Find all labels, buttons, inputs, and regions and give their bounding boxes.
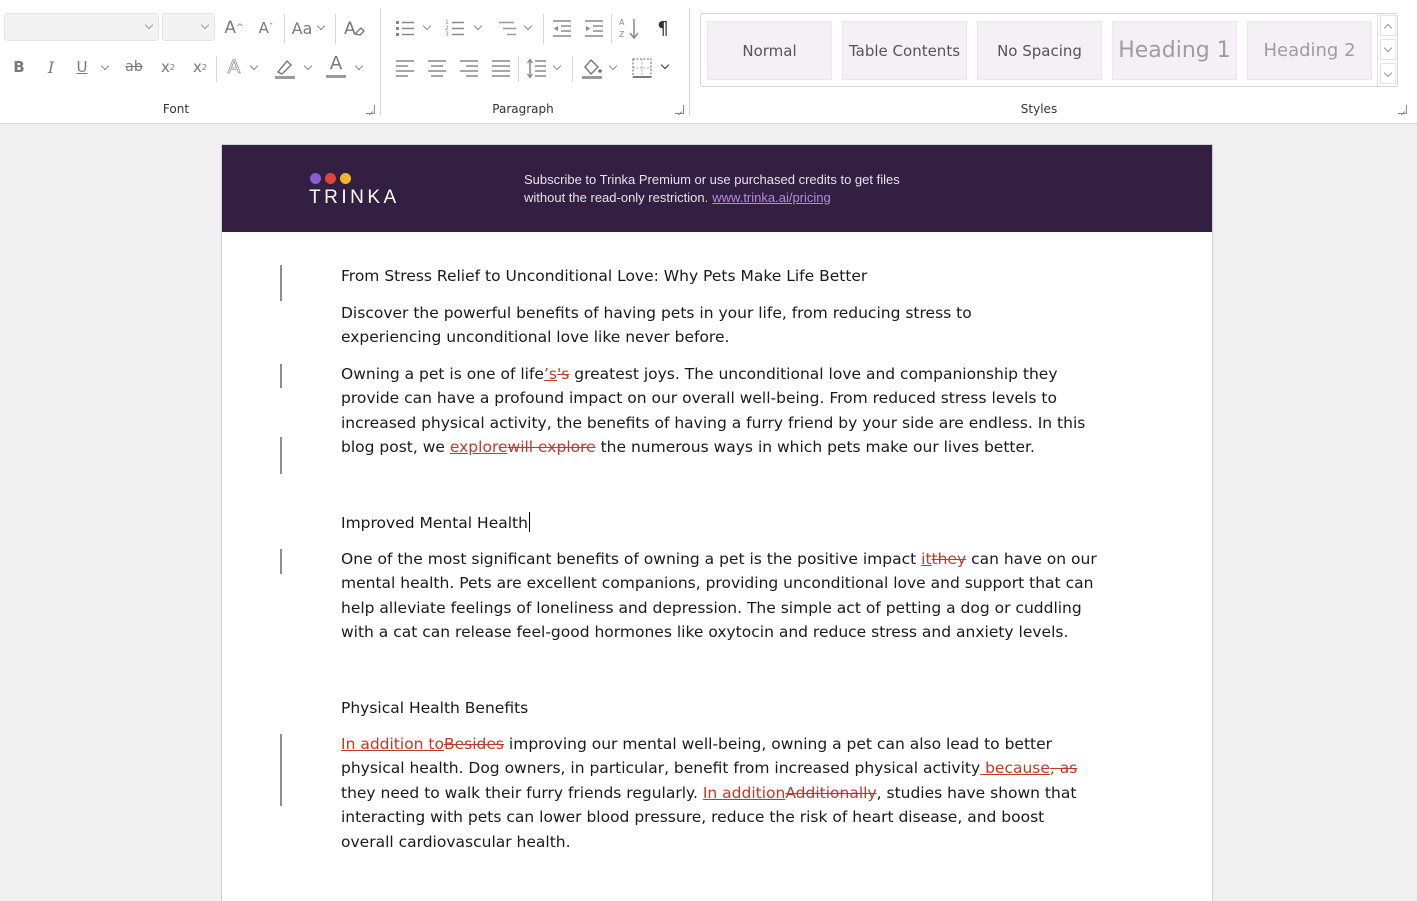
align-right-button[interactable] <box>457 56 481 80</box>
clear-formatting-button[interactable] <box>342 16 366 40</box>
heading-text: Improved Mental Health <box>341 514 528 532</box>
svg-text:A: A <box>344 19 356 39</box>
p1-text-c: the numerous ways in which pets make our lives better. <box>595 438 1035 457</box>
tracked-deletion[interactable]: they <box>931 550 967 568</box>
tracked-insertion[interactable]: In addition to <box>341 735 444 753</box>
banner-message-line2-text: without the read-only restriction. <box>524 190 709 205</box>
p3-text-a: improving our mental well-being, owning a pet can also lead to better physical health. Dog owners, in particular, benefit from increased physical activity <box>341 735 1053 778</box>
pricing-link[interactable]: www.trinka.ai/pricing <box>712 190 831 205</box>
expand-more-icon <box>1384 69 1392 77</box>
ribbon-toolbar <box>0 0 1417 124</box>
change-bar <box>280 364 282 388</box>
font-dialog-launcher-icon[interactable] <box>366 105 375 114</box>
change-bar <box>280 437 282 474</box>
styles-scroll-up-button[interactable] <box>1380 15 1396 36</box>
svg-text:A: A <box>619 18 625 27</box>
text-effects-button[interactable] <box>222 55 246 79</box>
line-spacing-icon <box>526 57 548 79</box>
p1-text-b: greatest joys. The unconditional love and companionship they provide can have a profound impact on our overall well-being. From reduced stress levels to increased physical activity, the benefits of having a furry friend by your side are endless. In this blog post, we <box>341 365 1086 457</box>
paragraph-2 <box>341 547 1101 645</box>
change-bar <box>280 549 282 574</box>
borders-button[interactable] <box>630 56 654 80</box>
chevron-down-icon[interactable] <box>101 62 109 70</box>
tracked-insertion[interactable]: because <box>980 759 1050 778</box>
chevron-down-icon[interactable] <box>355 62 363 70</box>
pilcrow-icon: ¶ <box>657 17 669 39</box>
superscript-button[interactable]: x 2 <box>193 58 207 76</box>
increase-indent-icon <box>583 17 605 39</box>
borders-icon <box>631 57 653 79</box>
shrink-font-button[interactable]: A ˇ <box>258 19 274 37</box>
subscript-button[interactable]: x 2 <box>161 58 175 76</box>
svg-text:3: 3 <box>445 31 449 38</box>
chevron-down-icon[interactable] <box>661 61 669 69</box>
bullet-list-icon <box>394 17 416 39</box>
logo-dot-purple <box>310 173 321 184</box>
font-group-label: Font <box>162 102 190 116</box>
subscript-icon: x <box>161 58 170 76</box>
align-center-button[interactable] <box>425 56 449 80</box>
tracked-deletion[interactable]: , as <box>1049 759 1078 778</box>
underline-button[interactable] <box>71 56 93 78</box>
highlight-button[interactable] <box>272 55 298 81</box>
underline-icon: U <box>76 58 88 76</box>
decrease-indent-button[interactable] <box>550 16 574 40</box>
style-heading-2[interactable]: Heading 2 <box>1247 21 1372 80</box>
shading-button[interactable] <box>579 55 605 81</box>
clear-formatting-icon <box>343 17 365 39</box>
tracked-insertion[interactable]: ’s <box>543 365 557 383</box>
chevron-down-icon <box>201 21 209 29</box>
chevron-down-icon[interactable] <box>317 22 325 30</box>
chevron-down-icon[interactable] <box>250 62 258 70</box>
chevron-up-icon <box>1384 23 1392 31</box>
increase-indent-button[interactable] <box>582 16 606 40</box>
align-right-icon <box>458 57 480 79</box>
chevron-down-icon[interactable] <box>423 22 431 30</box>
bullets-button[interactable] <box>393 16 417 40</box>
sort-az-icon <box>618 16 640 40</box>
align-left-icon <box>394 57 416 79</box>
justify-button[interactable] <box>489 56 513 80</box>
font-color-icon: A <box>329 52 343 74</box>
tracked-insertion[interactable]: In addition <box>702 783 786 802</box>
shrink-font-icon: A <box>258 19 269 37</box>
chevron-down-icon[interactable] <box>553 62 561 70</box>
paragraph-3 <box>341 732 1097 854</box>
text-cursor <box>529 512 530 532</box>
chevron-down-icon <box>145 21 153 29</box>
p2-text-b: can have on our mental health. Pets are excellent companions, providing unconditional love and support that can help alleviate feelings of loneliness and depression. The simple act of petting a dog or cuddling with a cat can release feel-good hormones like oxytocin and reduce stress and anxiety levels. <box>341 550 1097 642</box>
p3-text-b: they need to walk their furry friends regularly. <box>341 783 703 802</box>
change-bar <box>280 734 282 806</box>
align-left-button[interactable] <box>393 56 417 80</box>
align-center-icon <box>426 57 448 79</box>
document-page[interactable] <box>221 144 1213 901</box>
styles-gallery <box>700 13 1398 87</box>
p2-text-a: One of the most significant benefits of owning a pet is the positive impact <box>341 550 922 568</box>
banner-message-line1: Subscribe to Trinka Premium or use purchased credits to get files <box>524 172 900 187</box>
italic-button[interactable] <box>40 56 62 78</box>
change-case-button[interactable] <box>288 16 316 40</box>
italic-icon: I <box>47 57 55 77</box>
tracked-deletion[interactable]: will explore <box>507 438 596 457</box>
svg-text:2: 2 <box>445 25 449 32</box>
sort-button[interactable] <box>617 15 641 41</box>
chevron-down-icon[interactable] <box>304 62 312 70</box>
grow-font-icon: A <box>224 18 237 38</box>
p1-text-a: Owning a pet is one of life <box>341 365 544 383</box>
styles-dialog-launcher-icon[interactable] <box>1398 105 1407 114</box>
font-family-select[interactable] <box>4 13 159 41</box>
chevron-down-icon[interactable] <box>524 22 532 30</box>
chevron-down-icon[interactable] <box>609 62 617 70</box>
intro-paragraph: Discover the powerful benefits of having pets in your life, from reducing stress to experiencing unconditional love like never before. <box>341 304 972 347</box>
heading-improved-mental-health <box>341 512 1101 534</box>
style-table-contents[interactable]: Table Contents <box>842 21 967 80</box>
tracked-deletion[interactable]: Besides <box>443 735 504 753</box>
style-heading-1[interactable]: Heading 1 <box>1112 21 1237 80</box>
styles-more-button[interactable] <box>1380 63 1396 84</box>
font-color-button[interactable] <box>324 53 348 79</box>
tracked-deletion[interactable]: 's <box>556 365 570 383</box>
multilevel-list-icon <box>496 17 518 39</box>
tracked-insertion[interactable]: explore <box>449 438 508 457</box>
banner-message-line2 <box>524 189 900 207</box>
grow-font-button[interactable]: A ^ <box>224 18 244 38</box>
highlighter-icon <box>273 56 297 80</box>
logo-wordmark: TRINKA <box>309 187 400 208</box>
paragraph-dialog-launcher-icon[interactable] <box>675 105 684 114</box>
line-spacing-button[interactable] <box>525 56 549 80</box>
heading-physical-health-benefits: Physical Health Benefits <box>341 699 529 717</box>
strikethrough-icon: ab <box>125 59 143 75</box>
strikethrough-button[interactable] <box>121 56 147 78</box>
text-effects-icon: A <box>227 56 241 78</box>
logo-dot-red <box>325 173 336 184</box>
logo-dots <box>310 173 400 184</box>
bold-icon: B <box>13 58 25 76</box>
paragraph-1 <box>341 362 1101 460</box>
styles-group-label: Styles <box>1020 102 1058 116</box>
change-bar <box>280 265 282 301</box>
svg-text:1: 1 <box>445 19 449 26</box>
numbering-button[interactable] <box>443 16 467 40</box>
banner-message <box>524 171 900 207</box>
justify-icon <box>490 57 512 79</box>
p3-text-c: , studies have shown that interacting with pets can lower blood pressure, reduce the risk of heart disease, and boost overall cardiovascular health. <box>341 783 1077 851</box>
change-case-icon: Aa <box>291 18 313 38</box>
paragraph-group-label: Paragraph <box>492 102 554 116</box>
subscription-banner <box>222 145 1212 232</box>
paint-bucket-icon <box>580 56 604 80</box>
style-normal[interactable]: Normal <box>707 21 832 80</box>
chevron-down-icon[interactable] <box>474 22 482 30</box>
document-title: From Stress Relief to Unconditional Love: Why Pets Make Life Better <box>341 267 868 285</box>
tracked-insertion[interactable]: it <box>921 550 932 568</box>
show-formatting-button[interactable] <box>652 16 674 40</box>
logo-dot-yellow <box>340 173 351 184</box>
styles-scroll-down-button[interactable] <box>1380 39 1396 60</box>
style-no-spacing[interactable]: No Spacing <box>977 21 1102 80</box>
trinka-logo <box>309 173 400 209</box>
styles-gallery-scroll <box>1377 14 1397 86</box>
multilevel-list-button[interactable] <box>495 16 519 40</box>
decrease-indent-icon <box>551 17 573 39</box>
svg-text:Z: Z <box>619 30 625 39</box>
bold-button[interactable] <box>8 56 30 78</box>
font-size-select[interactable] <box>162 13 215 41</box>
chevron-down-icon <box>1384 44 1392 52</box>
numbered-list-icon <box>444 17 466 39</box>
tracked-deletion[interactable]: Additionally <box>785 783 877 802</box>
superscript-icon: x <box>193 58 202 76</box>
